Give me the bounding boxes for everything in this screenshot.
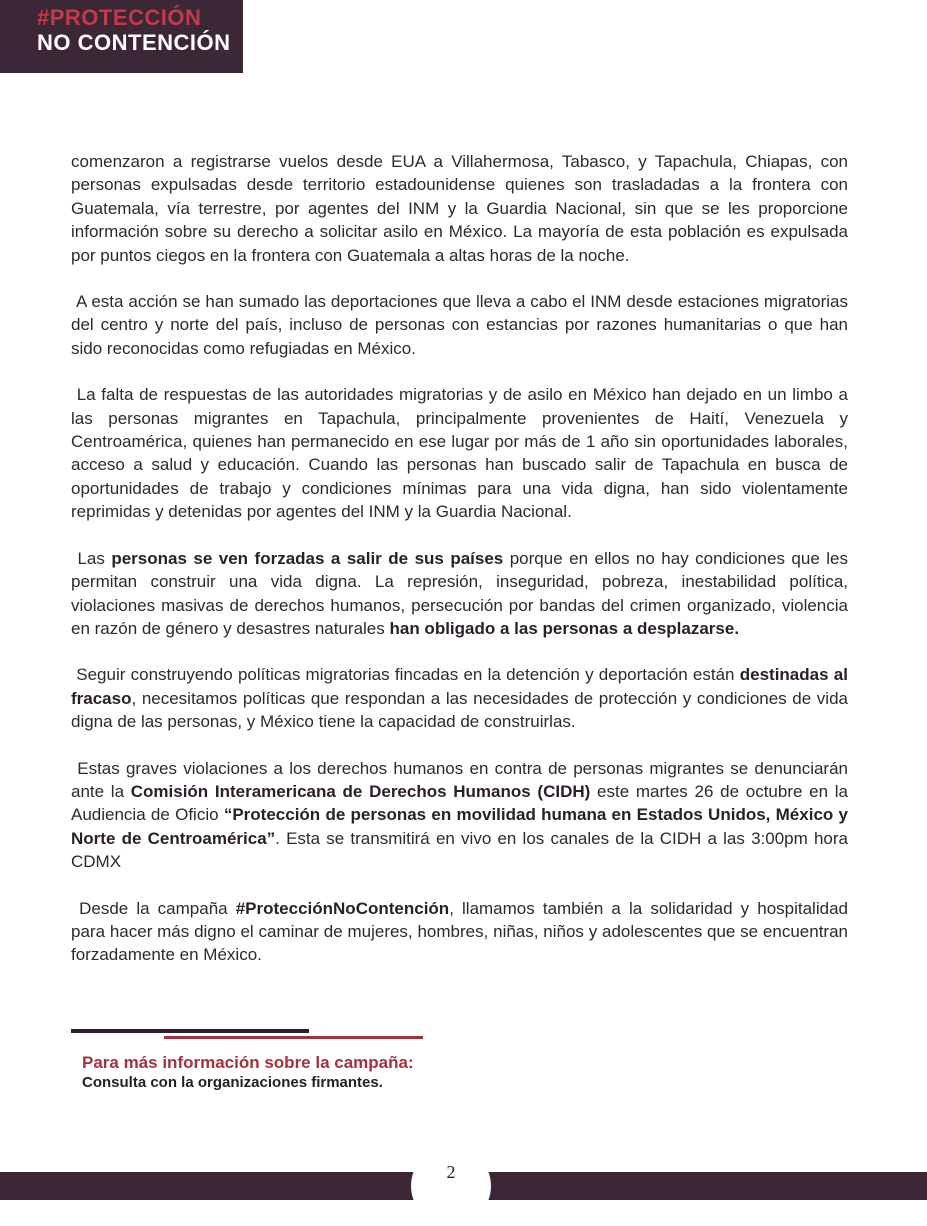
emphasis-displaced: han obligado a las personas a desplazarse. [389,618,740,638]
campaign-logo [0,0,243,73]
paragraph-forced-displacement: Las personas se ven forzadas a salir de sus países porque en ellos no hay condiciones que les permitan construir una vida digna. La represión, inseguridad, pobreza, inestabilidad política, violaciones masivas de derechos humanos, persecución por bandas del crimen organizado, violencia en razón de género y desastres naturales han obligado a las personas a desplazarse. [71,548,848,638]
paragraph-cidh: Estas graves violaciones a los derechos humanos en contra de personas migrantes se denunciarán ante la Comisión Interamericana de Derechos Humanos (CIDH) este martes 26 de octubre en la Audiencia de Oficio “Protección de personas en movilidad humana en Estados Unidos, México y Norte de Centroamérica”. Esta se transmitirá en vivo en los canales de la CIDH a las 3:00pm hora CDMX [71,758,849,872]
emphasis-campaign-hashtag: #ProtecciónNoContención [235,898,450,918]
logo-hashtag-line: #PROTECCIÓN [37,5,202,30]
footer-divider-dark [71,1029,309,1033]
paragraph-deportations: A esta acción se han sumado las deportaciones que lleva a cabo el INM desde estaciones migratorias del centro y norte del país, incluso de personas con estancias por razones humanitarias o que han sido reconocidas como refugiadas en México. [71,292,848,358]
emphasis-cidh: Comisión Interamericana de Derechos Humanos (CIDH) [130,781,591,801]
paragraph-flights: comenzaron a registrarse vuelos desde EUA a Villahermosa, Tabasco, y Tapachula, Chiapas, con personas expulsadas desde territorio estadounidense quienes son trasladadas a la frontera con Guatemala, vía terrestre, por agentes del INM y la Guardia Nacional, sin que se les proporcione información sobre su derecho a solicitar asilo en México. La mayoría de esta población es expulsada por puntos ciegos en la frontera con Guatemala a altas horas de la noche. [71,152,848,265]
emphasis-failure: destinadas al fracaso [71,665,848,708]
logo-subtitle-line: NO CONTENCIÓN [37,30,231,55]
footer-info-title: Para más información sobre la campaña: [82,1053,414,1072]
page-number: 2 [446,1162,456,1182]
paragraph-limbo: La falta de respuestas de las autoridades migratorias y de asilo en México han dejado en un limbo a las personas migrantes en Tapachula, principalmente provenientes de Haití, Venezuela y Centroamérica, quienes han permanecido en ese lugar por más de 1 año sin oportunidades laborales, acceso a salud y educación. Cuando las personas han buscado salir de Tapachula en busca de oportunidades de trabajo y condiciones mínimas para una vida digna, han sido violentamente reprimidas y detenidas por agentes del INM y la Guardia Nacional. [71,385,848,522]
emphasis-hearing-title: “Protección de personas en movilidad humana en Estados Unidos, México y Norte de Centroamérica” [71,805,849,848]
emphasis-forced: personas se ven forzadas a salir de sus países [111,548,504,568]
footer-info-subtitle: Consulta con la organizaciones firmantes. [82,1074,383,1091]
paragraph-campaign: Desde la campaña #ProtecciónNoContención, llamamos también a la solidaridad y hospitalidad para hacer más digno el caminar de mujeres, hombres, niñas, niños y adolescentes que se encuentran forzadamente en México. [71,898,848,965]
footer-divider-red [164,1036,423,1039]
document-body [71,150,848,990]
paragraph-policies: Seguir construyendo políticas migratorias fincadas en la detención y deportación están destinadas al fracaso, necesitamos políticas que respondan a las necesidades de protección y condiciones de vida digna de las personas, y México tiene la capacidad de construirlas. [71,665,848,732]
page-number-badge [411,1146,491,1226]
